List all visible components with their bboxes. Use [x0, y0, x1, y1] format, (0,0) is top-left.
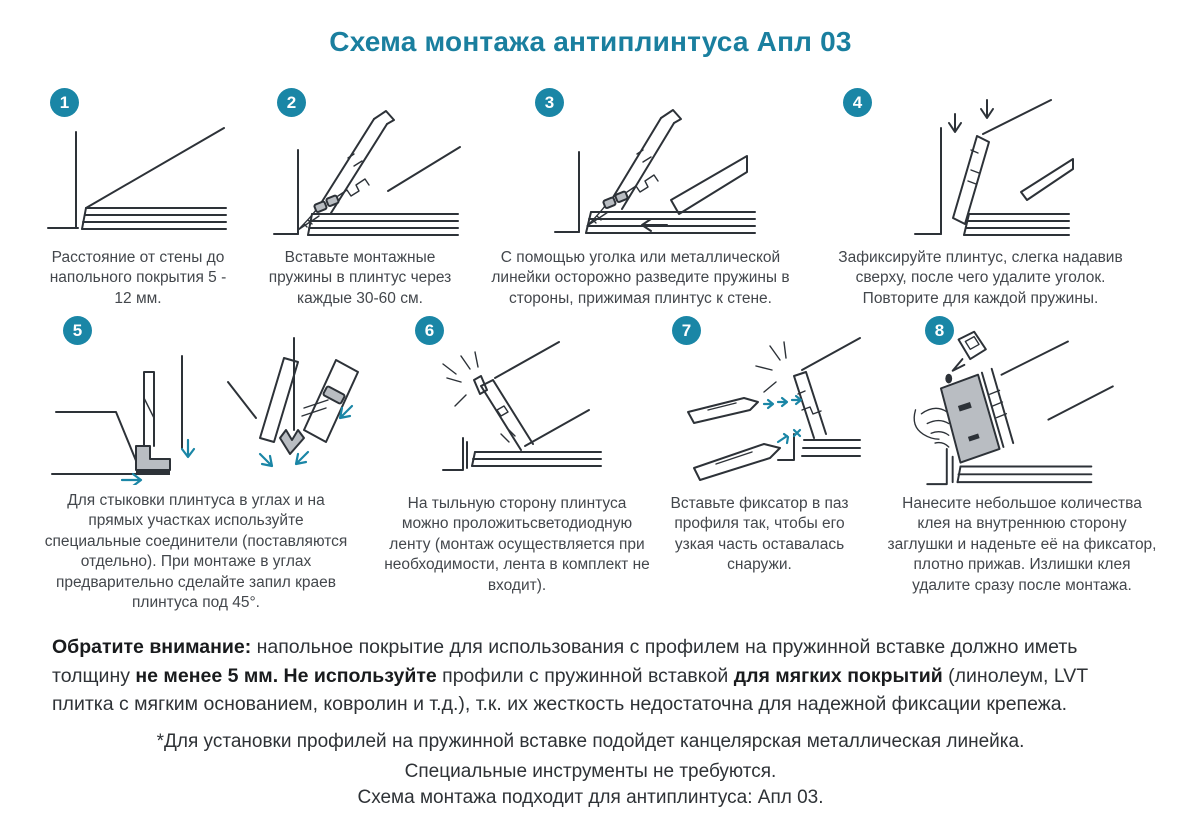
diagram-step-7-fixator-insert — [652, 320, 892, 488]
step-4-caption: Зафиксируйте плинтус, слегка надавив сверху, после чего удалите уголок. Повторите для каждой пружины. — [838, 249, 1123, 307]
step-6-caption: На тыльную сторону плинтуса можно проложитьсветодиодную ленту (монтаж осуществляется при необходимости, лента в комплект не входит). — [384, 495, 650, 594]
hand-icon — [914, 408, 949, 447]
diagram-step-4-press-fix — [851, 92, 1111, 242]
step-7-number-badge: 7 — [672, 316, 701, 345]
diagram-step-8-glue-endcap — [897, 320, 1147, 488]
step-5-caption: Для стыковки плинтуса в углах и на прямых участках используйте специальные соединители (поставляются отдельно). При монтаже в углах предварительно сделайте запил краев плинтуса под 45°. — [44, 492, 348, 612]
footnote-line-1: *Для установки профилей на пружинной вставке подойдет канцелярская металлическая линейка. — [156, 731, 1025, 752]
step-3-number-badge: 3 — [535, 88, 564, 117]
step-2-caption: Вставьте монтажные пружины в плинтус через каждые 30-60 см. — [268, 249, 452, 307]
diagram-step-6-led-strip — [397, 320, 637, 488]
attention-note: Обратите внимание: напольное покрытие для использования с профилем на пружинной вставке должно иметь толщину не менее 5 мм. Не используйте профили с пружинной вставкой для мягких покрытий (линолеум, LVT плитка с мягким основанием, ковролин и т.д.), т.к. их жесткость недостаточна для надежной фиксации крепежа. — [52, 636, 1088, 716]
step-1-caption: Расстояние от стены до напольного покрытия 5 - 12 мм. — [49, 249, 227, 307]
step-4 — [818, 88, 1143, 309]
step-8 — [882, 316, 1162, 596]
diagram-step-5-corner-connectors — [36, 320, 371, 485]
step-1-number-badge: 1 — [50, 88, 79, 117]
glue-bottle-icon — [959, 332, 986, 359]
step-5-number-badge: 5 — [63, 316, 92, 345]
step-6 — [382, 316, 652, 596]
step-6-number-badge: 6 — [415, 316, 444, 345]
endcap-shape — [941, 375, 1000, 463]
step-7-caption: Вставьте фиксатор в паз профиля так, чтобы его узкая часть оставалась снаружи. — [670, 495, 849, 574]
step-5 — [36, 316, 356, 614]
step-8-caption: Нанесите небольшое количества клея на внутреннюю сторону заглушки и наденьте её на фиксатор, плотно прижав. Излишки клея удалите сразу после монтажа. — [887, 495, 1157, 594]
step-8-number-badge: 8 — [925, 316, 954, 345]
footnote — [0, 727, 1181, 787]
step-3 — [478, 88, 803, 309]
step-1 — [38, 88, 238, 309]
step-2-number-badge: 2 — [277, 88, 306, 117]
footnote-line-2: Специальные инструменты не требуются. — [404, 761, 777, 783]
note-bold-lead: Обратите внимание: — [52, 636, 252, 658]
compatibility-line: Схема монтажа подходит для антиплинтуса: Апл 03. — [357, 787, 824, 808]
step-7 — [652, 316, 867, 576]
step-2 — [250, 88, 470, 309]
step-3-caption: С помощью уголка или металлической линейки осторожно разведите пружины в стороны, прижимая плинтус к стене. — [491, 249, 790, 307]
step-4-number-badge: 4 — [843, 88, 872, 117]
page-title: Схема монтажа антиплинтуса Апл 03 — [329, 26, 852, 57]
